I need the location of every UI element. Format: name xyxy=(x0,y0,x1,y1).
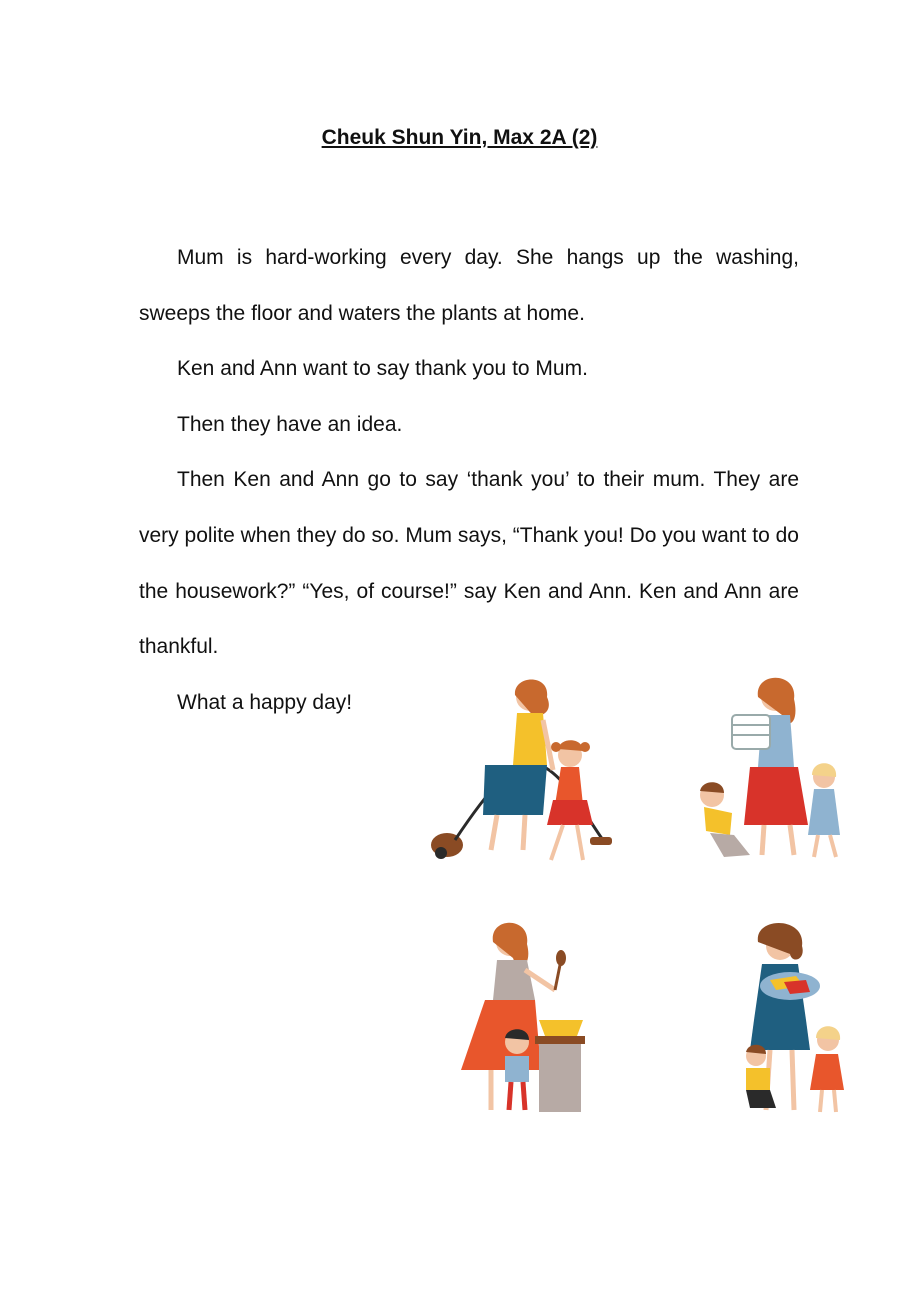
paragraph-3: Then they have an idea. xyxy=(177,412,403,436)
paragraph-2: Ken and Ann want to say thank you to Mum. xyxy=(177,357,588,381)
paragraph-4: Then Ken and Ann go to say ‘thank you’ to their mum. They are very polite when they do so. Mum says, “Thank you! Do you want to do the housework?” “Yes, of course!” say Ken and Ann. Ken and Ann are thankful. xyxy=(139,468,799,659)
paragraph-1: Mum is hard-working every day. She hangs up the washing, sweeps the floor and waters the plants at home. xyxy=(139,246,799,325)
story-text xyxy=(139,230,799,730)
mum-dishes-illustration xyxy=(690,675,850,870)
document-title: Cheuk Shun Yin, Max 2A (2) xyxy=(321,126,598,149)
mum-laundry-illustration xyxy=(740,920,860,1120)
paragraph-5: What a happy day! xyxy=(177,690,353,714)
mum-cooking-illustration xyxy=(455,920,595,1120)
mum-vacuuming-illustration xyxy=(425,675,625,870)
